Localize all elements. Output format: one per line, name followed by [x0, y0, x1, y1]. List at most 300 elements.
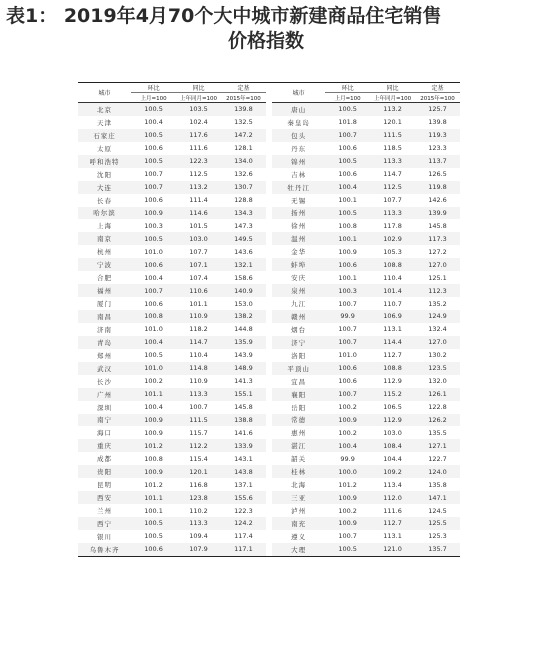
price-index-table — [78, 82, 460, 557]
right-yoy-value: 117.8 — [383, 221, 402, 230]
left-fixed-value: 117.4 — [234, 532, 253, 541]
left-fixed-value: 139.8 — [221, 103, 266, 116]
right-mom-value: 100.9 — [325, 414, 370, 427]
table-row — [78, 504, 460, 517]
right-yoy-value: 120.1 — [383, 118, 402, 127]
header-mom-base: 上月=100 — [131, 93, 176, 103]
right-city-name: 金华 — [291, 248, 307, 257]
left-mom-value: 100.2 — [144, 377, 163, 386]
header-fixed-right: 定基 — [415, 83, 460, 93]
right-fixed-value: 122.8 — [428, 403, 447, 412]
left-mom-value: 101.2 — [131, 439, 176, 452]
right-fixed-value: 119.3 — [415, 129, 460, 142]
right-city-name: 牡丹江 — [272, 181, 325, 194]
right-yoy-value: 105.3 — [383, 247, 402, 256]
left-mom-value: 100.4 — [144, 118, 163, 127]
right-city-name: 常德 — [272, 414, 325, 427]
left-yoy-value: 107.1 — [176, 258, 221, 271]
right-city-name: 蚌埠 — [272, 258, 325, 271]
right-mom-value: 100.2 — [338, 428, 357, 437]
right-mom-value: 100.9 — [338, 247, 357, 256]
right-fixed-value: 142.6 — [428, 196, 447, 205]
left-mom-value: 100.6 — [144, 144, 163, 153]
left-city-name: 南昌 — [78, 310, 131, 323]
left-city-name: 银川 — [97, 532, 113, 541]
left-yoy-value: 100.7 — [189, 403, 208, 412]
left-city-name: 呼和浩特 — [78, 155, 131, 168]
right-mom-value: 100.4 — [325, 439, 370, 452]
left-fixed-value: 138.2 — [221, 310, 266, 323]
table-row — [78, 245, 460, 258]
right-fixed-value: 126.2 — [415, 414, 460, 427]
right-mom-value: 101.8 — [338, 118, 357, 127]
right-city-name: 湛江 — [272, 439, 325, 452]
right-city-name: 安庆 — [291, 274, 307, 283]
left-mom-value: 100.5 — [131, 103, 176, 116]
table-row — [78, 426, 460, 439]
right-yoy-value: 110.7 — [383, 299, 402, 308]
left-yoy-value: 116.8 — [189, 480, 208, 489]
left-fixed-value: 155.6 — [221, 491, 266, 504]
table-row — [78, 362, 460, 375]
left-fixed-value: 153.0 — [234, 299, 253, 308]
left-city-name: 合肥 — [97, 274, 113, 283]
left-yoy-value: 122.3 — [176, 155, 221, 168]
right-yoy-value: 107.7 — [383, 196, 402, 205]
right-city-name: 襄阳 — [272, 388, 325, 401]
right-yoy-value: 106.5 — [383, 403, 402, 412]
right-fixed-value: 135.2 — [428, 299, 447, 308]
left-mom-value: 100.8 — [144, 454, 163, 463]
right-city-name: 北海 — [291, 481, 307, 490]
left-mom-value: 100.5 — [144, 532, 163, 541]
header-city-right: 城市 — [272, 83, 325, 103]
right-city-name: 锦州 — [272, 155, 325, 168]
right-fixed-value: 125.3 — [428, 532, 447, 541]
left-fixed-value: 143.6 — [234, 247, 253, 256]
left-city-name: 上海 — [97, 222, 113, 231]
right-yoy-value: 112.7 — [383, 351, 402, 360]
right-fixed-value: 112.3 — [415, 284, 460, 297]
left-city-name: 太原 — [97, 144, 113, 153]
right-city-name: 岳阳 — [291, 403, 307, 412]
right-mom-value: 100.6 — [338, 377, 357, 386]
table-row — [78, 219, 460, 232]
right-yoy-value: 112.5 — [370, 181, 415, 194]
left-mom-value: 101.0 — [144, 325, 163, 334]
left-yoy-value: 113.3 — [176, 517, 221, 530]
left-mom-value: 100.6 — [131, 258, 176, 271]
table-row — [78, 491, 460, 504]
left-city-name: 重庆 — [78, 439, 131, 452]
table-row — [78, 452, 460, 465]
left-city-name: 海口 — [97, 429, 113, 438]
left-mom-value: 100.3 — [144, 221, 163, 230]
left-yoy-value: 118.2 — [189, 325, 208, 334]
table-row — [78, 129, 460, 142]
header-fixed: 定基 — [221, 83, 266, 93]
right-mom-value: 100.5 — [325, 103, 370, 116]
left-city-name: 沈阳 — [97, 170, 113, 179]
right-fixed-value: 124.9 — [415, 310, 460, 323]
left-yoy-value: 114.6 — [176, 207, 221, 220]
right-fixed-value: 127.0 — [415, 258, 460, 271]
left-mom-value: 101.1 — [131, 388, 176, 401]
header-yoy-right: 同比 — [370, 83, 415, 93]
left-yoy-value: 112.2 — [176, 439, 221, 452]
right-mom-value: 101.2 — [338, 480, 357, 489]
right-city-name: 桂林 — [272, 465, 325, 478]
left-yoy-value: 120.1 — [176, 465, 221, 478]
right-yoy-value: 113.3 — [370, 155, 415, 168]
right-mom-value: 100.1 — [338, 273, 357, 282]
right-fixed-value: 124.5 — [428, 506, 447, 515]
left-city-name: 长春 — [97, 196, 113, 205]
right-mom-value: 100.7 — [338, 532, 357, 541]
right-mom-value: 100.9 — [325, 517, 370, 530]
left-fixed-value: 158.6 — [234, 273, 253, 282]
left-fixed-value: 124.2 — [221, 517, 266, 530]
right-city-name: 南充 — [272, 517, 325, 530]
right-yoy-value: 113.1 — [383, 325, 402, 334]
right-city-name: 徐州 — [291, 222, 307, 231]
right-mom-value: 100.5 — [325, 543, 370, 556]
right-fixed-value: 147.1 — [415, 491, 460, 504]
right-fixed-value: 117.3 — [415, 232, 460, 245]
left-yoy-value: 109.4 — [189, 532, 208, 541]
left-mom-value: 101.0 — [144, 247, 163, 256]
right-mom-value: 100.9 — [325, 491, 370, 504]
left-yoy-value: 107.7 — [189, 247, 208, 256]
table-row — [78, 439, 460, 452]
table-row — [78, 142, 460, 155]
right-fixed-value: 122.7 — [428, 454, 447, 463]
right-city-name: 秦皇岛 — [287, 118, 310, 127]
left-mom-value: 100.6 — [144, 299, 163, 308]
left-fixed-value: 128.1 — [234, 144, 253, 153]
left-city-name: 长沙 — [97, 377, 113, 386]
right-mom-value: 100.2 — [338, 403, 357, 412]
right-fixed-value: 123.5 — [415, 362, 460, 375]
left-fixed-value: 140.9 — [221, 284, 266, 297]
left-fixed-value: 122.3 — [234, 506, 253, 515]
left-fixed-value: 147.3 — [234, 221, 253, 230]
left-city-name: 贵阳 — [78, 465, 131, 478]
left-yoy-value: 111.5 — [176, 414, 221, 427]
left-fixed-value: 147.2 — [221, 129, 266, 142]
left-city-name: 广州 — [78, 388, 131, 401]
right-yoy-value: 113.3 — [370, 207, 415, 220]
right-yoy-value: 112.0 — [370, 491, 415, 504]
right-fixed-value: 127.0 — [415, 336, 460, 349]
left-yoy-value: 101.1 — [189, 299, 208, 308]
header-city: 城市 — [78, 83, 131, 103]
page-title — [6, 4, 546, 54]
table-row — [78, 232, 460, 245]
left-fixed-value: 155.1 — [221, 388, 266, 401]
right-fixed-value: 127.1 — [415, 439, 460, 452]
right-city-name: 唐山 — [272, 103, 325, 116]
right-fixed-value: 135.5 — [428, 428, 447, 437]
left-yoy-value: 113.3 — [176, 388, 221, 401]
left-fixed-value: 138.8 — [221, 414, 266, 427]
right-fixed-value: 139.9 — [415, 207, 460, 220]
right-mom-value: 99.9 — [325, 310, 370, 323]
right-city-name: 三亚 — [272, 491, 325, 504]
left-mom-value: 100.5 — [131, 155, 176, 168]
right-fixed-value: 127.2 — [428, 247, 447, 256]
table-row — [78, 310, 460, 323]
right-fixed-value: 135.7 — [415, 543, 460, 556]
right-fixed-value: 113.7 — [415, 155, 460, 168]
left-city-name: 宁波 — [78, 258, 131, 271]
left-fixed-value: 128.8 — [234, 196, 253, 205]
left-mom-value: 100.5 — [131, 232, 176, 245]
right-mom-value: 100.7 — [325, 336, 370, 349]
left-yoy-value: 115.7 — [189, 428, 208, 437]
left-mom-value: 100.4 — [131, 336, 176, 349]
right-mom-value: 100.5 — [325, 155, 370, 168]
left-mom-value: 101.1 — [131, 491, 176, 504]
left-mom-value: 100.7 — [131, 284, 176, 297]
left-yoy-value: 111.4 — [189, 196, 208, 205]
right-fixed-value: 119.8 — [415, 181, 460, 194]
left-fixed-value: 143.1 — [234, 454, 253, 463]
table-row — [78, 155, 460, 168]
left-yoy-value: 111.6 — [189, 144, 208, 153]
left-mom-value: 100.6 — [131, 543, 176, 556]
header-yoy: 同比 — [176, 83, 221, 93]
right-mom-value: 100.4 — [325, 181, 370, 194]
right-yoy-value: 111.6 — [383, 506, 402, 515]
right-yoy-value: 113.4 — [383, 480, 402, 489]
right-yoy-value: 102.9 — [370, 232, 415, 245]
table-body — [78, 103, 460, 557]
right-city-name: 九江 — [291, 300, 307, 309]
table-row — [78, 517, 460, 530]
left-yoy-value: 112.5 — [189, 170, 208, 179]
left-mom-value: 100.7 — [144, 170, 163, 179]
right-yoy-value: 112.7 — [370, 517, 415, 530]
left-fixed-value: 143.8 — [221, 465, 266, 478]
table-row — [78, 284, 460, 297]
right-fixed-value: 135.8 — [428, 480, 447, 489]
left-city-name: 厦门 — [97, 300, 113, 309]
left-city-name: 成都 — [97, 455, 113, 464]
left-fixed-value: 134.3 — [221, 207, 266, 220]
right-yoy-value: 112.9 — [370, 414, 415, 427]
right-yoy-value: 101.4 — [370, 284, 415, 297]
right-mom-value: 100.6 — [338, 170, 357, 179]
left-fixed-value: 132.6 — [234, 170, 253, 179]
left-mom-value: 100.9 — [131, 207, 176, 220]
right-city-name: 扬州 — [272, 207, 325, 220]
right-mom-value: 100.1 — [338, 196, 357, 205]
header-fixed-base: 2015年=100 — [221, 93, 266, 103]
left-city-name: 福州 — [78, 284, 131, 297]
right-city-name: 韶关 — [291, 455, 307, 464]
right-fixed-value: 126.1 — [415, 388, 460, 401]
left-city-name: 西安 — [78, 491, 131, 504]
right-mom-value: 100.6 — [325, 362, 370, 375]
left-yoy-value: 101.5 — [189, 221, 208, 230]
right-fixed-value: 130.2 — [428, 351, 447, 360]
header-mom: 环比 — [131, 83, 176, 93]
left-city-name: 石家庄 — [78, 129, 131, 142]
left-fixed-value: 130.7 — [221, 181, 266, 194]
left-fixed-value: 137.1 — [234, 480, 253, 489]
left-yoy-value: 123.8 — [176, 491, 221, 504]
left-mom-value: 100.5 — [144, 351, 163, 360]
left-city-name: 南京 — [78, 232, 131, 245]
table-row — [78, 297, 460, 310]
left-mom-value: 100.7 — [131, 181, 176, 194]
left-yoy-value: 110.9 — [189, 377, 208, 386]
table-row — [78, 530, 460, 543]
table-row — [78, 323, 460, 336]
right-fixed-value: 126.5 — [428, 170, 447, 179]
table-row — [78, 465, 460, 478]
right-city-name: 泸州 — [291, 507, 307, 516]
left-yoy-value: 117.6 — [176, 129, 221, 142]
right-yoy-value: 108.4 — [370, 439, 415, 452]
right-fixed-value: 145.8 — [428, 221, 447, 230]
right-fixed-value: 125.5 — [415, 517, 460, 530]
left-mom-value: 101.2 — [144, 480, 163, 489]
table-row — [78, 116, 460, 129]
right-yoy-value: 112.9 — [383, 377, 402, 386]
left-yoy-value: 107.4 — [189, 273, 208, 282]
right-yoy-value: 114.4 — [370, 336, 415, 349]
left-city-name: 兰州 — [97, 507, 113, 516]
header-yoy-base-right: 上年同月=100 — [370, 93, 415, 103]
right-fixed-value: 132.4 — [428, 325, 447, 334]
left-yoy-value: 110.4 — [189, 351, 208, 360]
title-line-1: 表1： 2019年4月70个大中城市新建商品住宅销售 — [6, 5, 442, 27]
right-city-name: 宜昌 — [291, 377, 307, 386]
right-yoy-value: 113.1 — [383, 532, 402, 541]
right-yoy-value: 111.5 — [370, 129, 415, 142]
right-city-name: 丹东 — [291, 144, 307, 153]
left-yoy-value: 113.2 — [176, 181, 221, 194]
left-fixed-value: 141.6 — [234, 428, 253, 437]
table-row — [78, 375, 460, 388]
right-mom-value: 100.1 — [325, 232, 370, 245]
left-mom-value: 100.8 — [131, 310, 176, 323]
right-mom-value: 100.8 — [338, 221, 357, 230]
header-mom-right: 环比 — [325, 83, 370, 93]
right-mom-value: 101.0 — [338, 351, 357, 360]
right-city-name: 大理 — [272, 543, 325, 556]
left-fixed-value: 145.8 — [234, 403, 253, 412]
left-yoy-value: 110.2 — [189, 506, 208, 515]
left-fixed-value: 144.8 — [234, 325, 253, 334]
table-row — [78, 194, 460, 207]
right-city-name: 吉林 — [291, 170, 307, 179]
right-mom-value: 100.5 — [325, 207, 370, 220]
right-city-name: 无锡 — [291, 196, 307, 205]
left-city-name: 昆明 — [97, 481, 113, 490]
left-fixed-value: 135.9 — [221, 336, 266, 349]
left-city-name: 武汉 — [78, 362, 131, 375]
left-yoy-value: 110.6 — [176, 284, 221, 297]
right-city-name: 惠州 — [291, 429, 307, 438]
table-row — [78, 207, 460, 220]
right-mom-value: 100.6 — [338, 144, 357, 153]
right-yoy-value: 108.8 — [370, 258, 415, 271]
left-mom-value: 100.9 — [131, 414, 176, 427]
left-yoy-value: 110.9 — [176, 310, 221, 323]
left-mom-value: 100.4 — [144, 273, 163, 282]
left-yoy-value: 102.4 — [189, 118, 208, 127]
left-mom-value: 101.0 — [131, 362, 176, 375]
table-row — [78, 271, 460, 284]
left-city-name: 乌鲁木齐 — [78, 543, 131, 556]
right-fixed-value: 132.0 — [428, 377, 447, 386]
title-line-2: 价格指数 — [228, 30, 305, 52]
right-city-name: 泉州 — [272, 284, 325, 297]
right-city-name: 烟台 — [291, 325, 307, 334]
left-city-name: 济南 — [97, 325, 113, 334]
left-mom-value: 100.1 — [144, 506, 163, 515]
table-row — [78, 478, 460, 491]
right-yoy-value: 106.9 — [370, 310, 415, 323]
right-mom-value: 100.7 — [325, 129, 370, 142]
left-fixed-value: 143.9 — [234, 351, 253, 360]
left-yoy-value: 114.8 — [176, 362, 221, 375]
left-mom-value: 100.5 — [131, 129, 176, 142]
right-city-name: 温州 — [272, 232, 325, 245]
left-fixed-value: 149.5 — [221, 232, 266, 245]
right-yoy-value: 108.8 — [370, 362, 415, 375]
right-yoy-value: 113.2 — [370, 103, 415, 116]
right-city-name: 遵义 — [291, 532, 307, 541]
table-row — [78, 543, 460, 556]
right-yoy-value: 121.0 — [370, 543, 415, 556]
table-row — [78, 103, 460, 116]
left-yoy-value: 114.7 — [176, 336, 221, 349]
right-fixed-value: 139.8 — [428, 118, 447, 127]
right-yoy-value: 104.4 — [383, 454, 402, 463]
left-city-name: 深圳 — [97, 403, 113, 412]
right-fixed-value: 125.1 — [428, 273, 447, 282]
table-row — [78, 414, 460, 427]
right-city-name: 洛阳 — [291, 351, 307, 360]
left-yoy-value: 107.9 — [176, 543, 221, 556]
left-city-name: 郑州 — [97, 351, 113, 360]
right-fixed-value: 124.0 — [415, 465, 460, 478]
right-city-name: 济宁 — [272, 336, 325, 349]
left-city-name: 南宁 — [78, 414, 131, 427]
right-mom-value: 100.7 — [325, 388, 370, 401]
header-mom-base-right: 上月=100 — [325, 93, 370, 103]
right-city-name: 包头 — [272, 129, 325, 142]
table-row — [78, 401, 460, 414]
right-mom-value: 100.0 — [325, 465, 370, 478]
right-yoy-value: 110.4 — [383, 273, 402, 282]
left-fixed-value: 132.1 — [221, 258, 266, 271]
right-yoy-value: 118.5 — [383, 144, 402, 153]
table-row — [78, 349, 460, 362]
right-mom-value: 99.9 — [340, 454, 355, 463]
left-city-name: 哈尔滨 — [78, 207, 131, 220]
left-city-name: 大连 — [78, 181, 131, 194]
left-yoy-value: 103.5 — [176, 103, 221, 116]
right-city-name: 赣州 — [272, 310, 325, 323]
left-mom-value: 100.5 — [131, 517, 176, 530]
table-row — [78, 388, 460, 401]
left-fixed-value: 117.1 — [221, 543, 266, 556]
